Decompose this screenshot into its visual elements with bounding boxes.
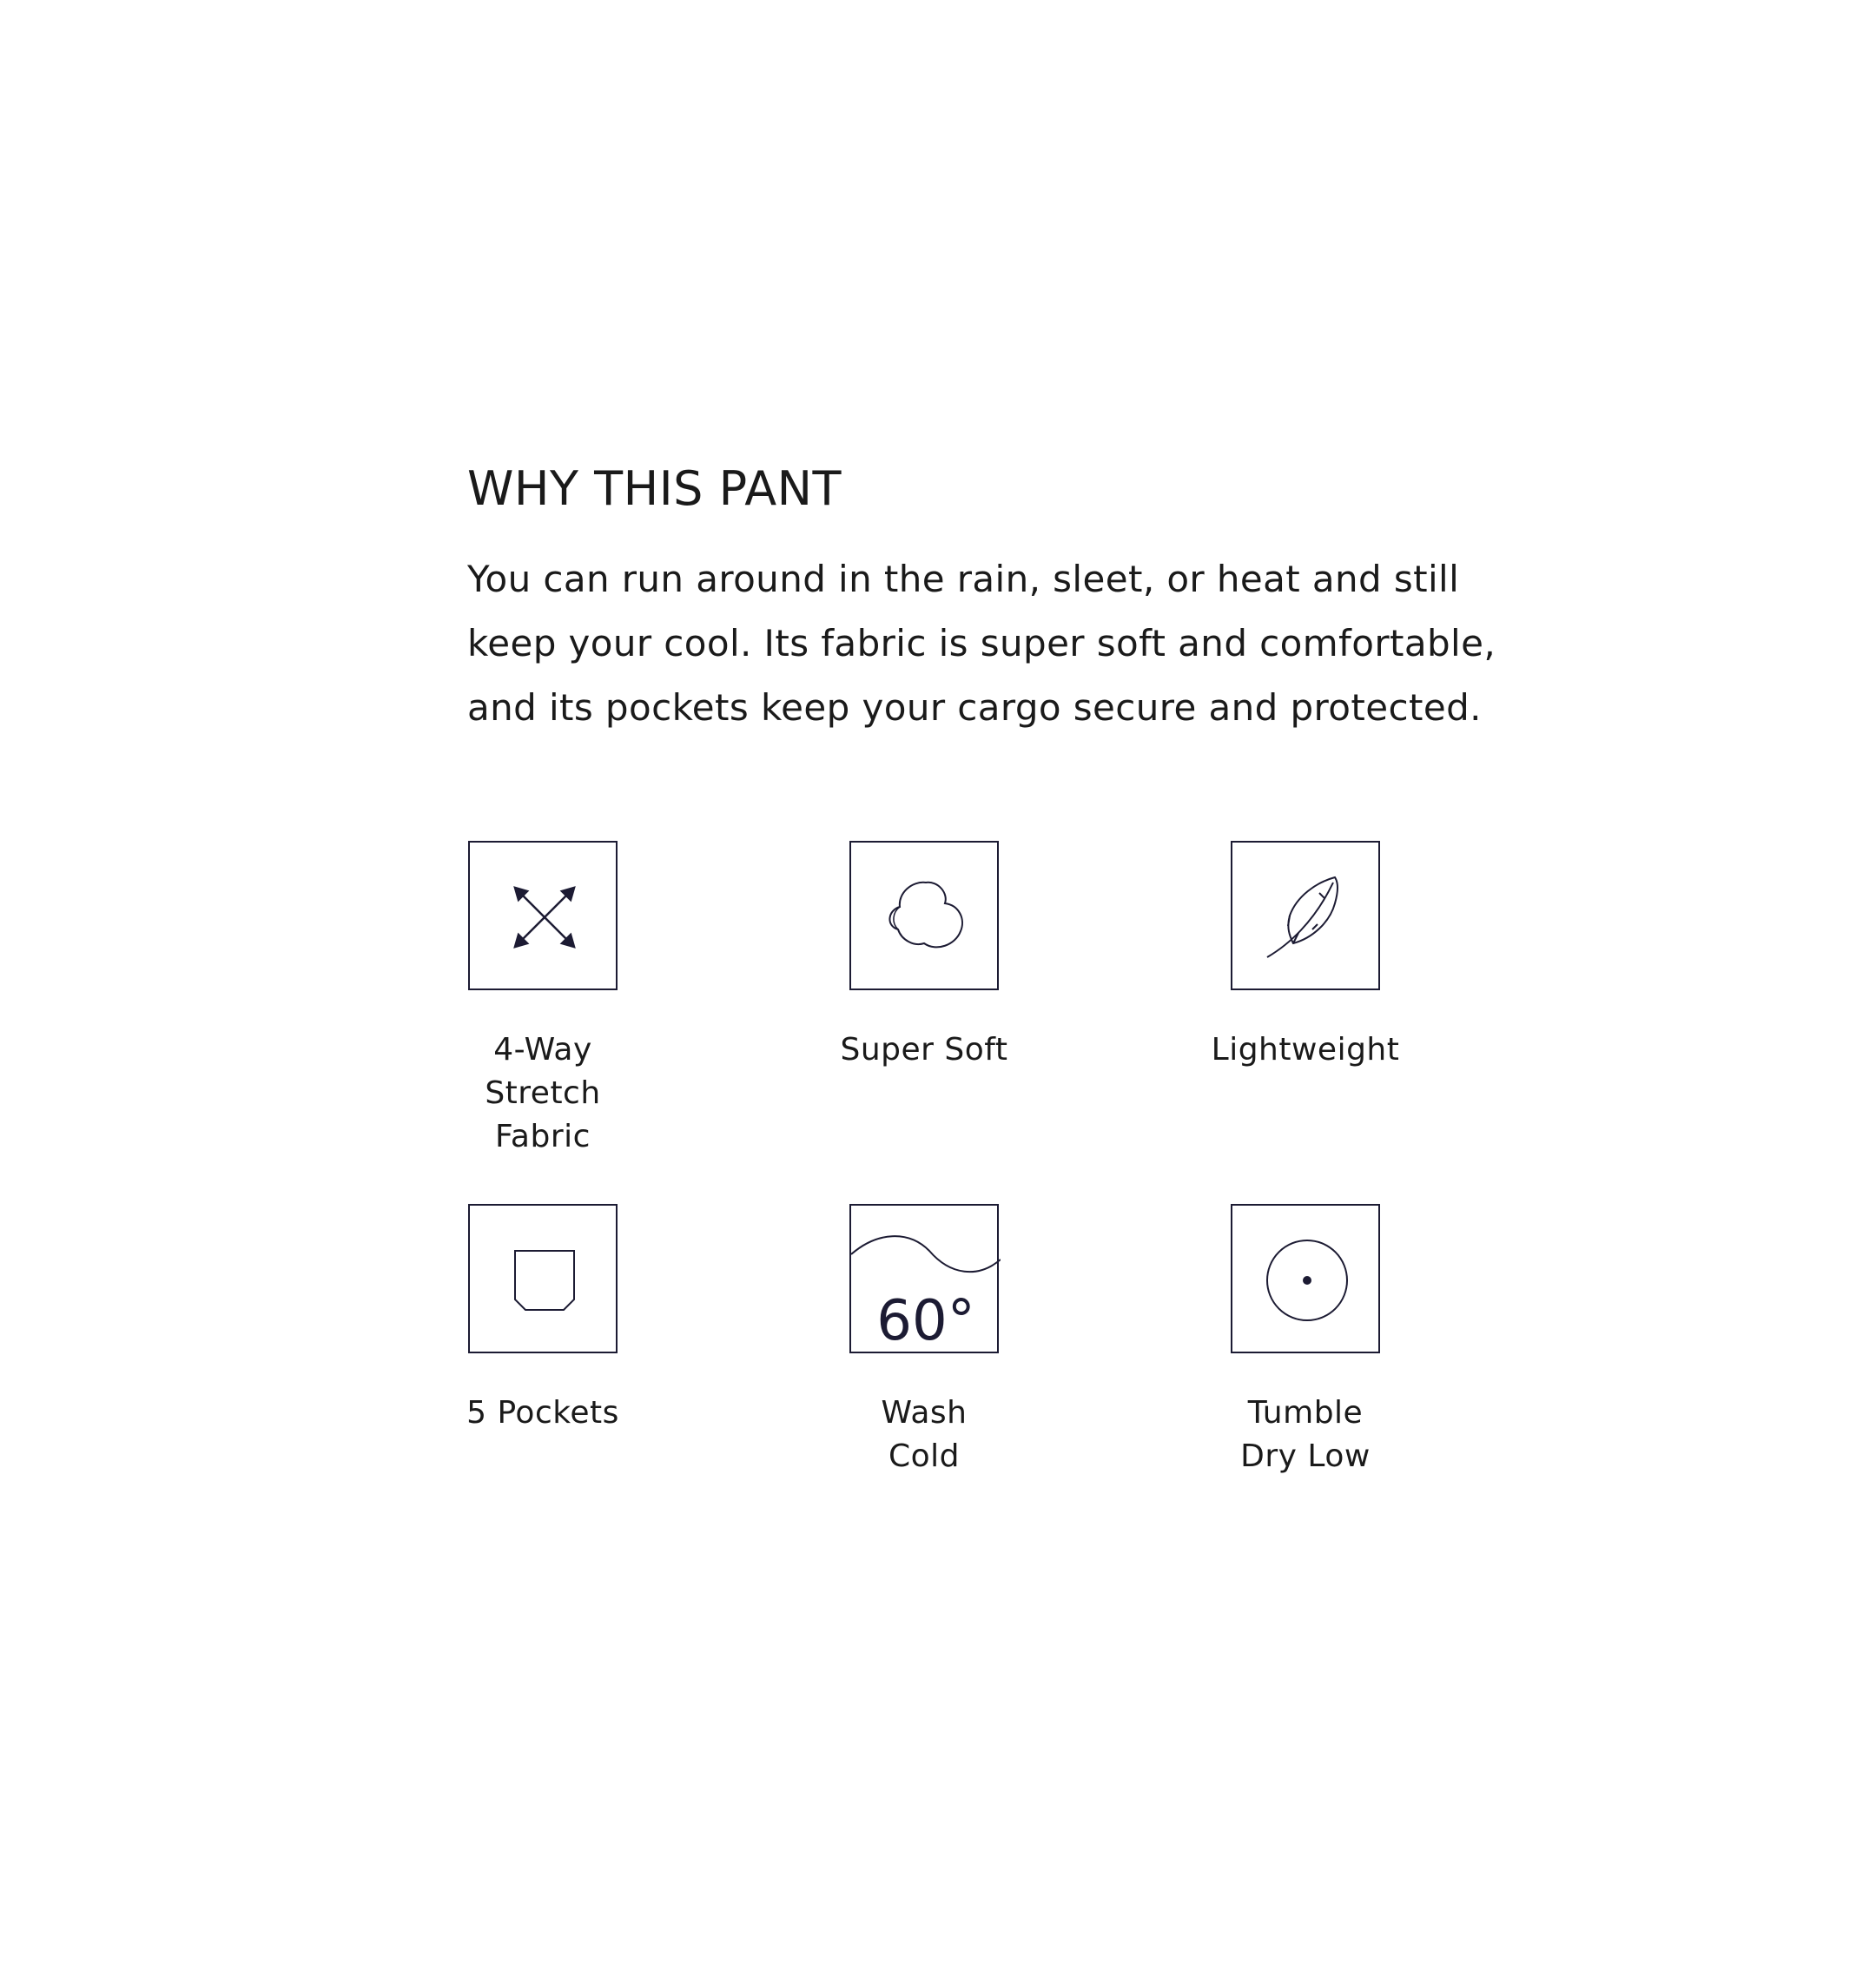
- stretch-arrows-icon: [470, 843, 619, 992]
- feature-tumble-dry: [1192, 1204, 1418, 1478]
- lightweight-icon-box: [1231, 841, 1380, 990]
- tumble-dry-low-icon: [1232, 1206, 1382, 1355]
- feather-icon: [1232, 843, 1382, 992]
- soft-icon-box: [849, 841, 999, 990]
- feature-wash-cold: [811, 1204, 1037, 1478]
- pockets-icon-box: [468, 1204, 618, 1353]
- pocket-icon: [470, 1206, 619, 1355]
- feature-label: 5 Pockets: [466, 1395, 619, 1431]
- feature-lightweight: [1192, 841, 1418, 1072]
- temperature-text: 60°: [876, 1289, 975, 1353]
- feature-pockets: [430, 1204, 656, 1435]
- feature-label: Super Soft: [840, 1032, 1008, 1068]
- feature-stretch: [430, 841, 656, 1159]
- section-title: WHY THIS PANT: [467, 461, 842, 516]
- feature-super-soft: [811, 841, 1037, 1072]
- why-this-pant-section: [467, 460, 1509, 740]
- wash-cold-icon: [851, 1206, 1001, 1355]
- cloud-icon: [851, 843, 1001, 992]
- stretch-icon-box: [468, 841, 618, 990]
- wash-icon-box: [849, 1204, 999, 1353]
- feature-label: Lightweight: [1211, 1032, 1400, 1068]
- section-description: You can run around in the rain, sleet, or heat and still keep your cool. Its fabric is super soft and comfortable, and its pockets keep your cargo secure and protected.: [467, 558, 1496, 729]
- feature-label: Wash Cold: [881, 1395, 968, 1474]
- feature-label: 4-Way Stretch Fabric: [485, 1032, 601, 1154]
- feature-label: Tumble Dry Low: [1240, 1395, 1371, 1474]
- tumble-icon-box: [1231, 1204, 1380, 1353]
